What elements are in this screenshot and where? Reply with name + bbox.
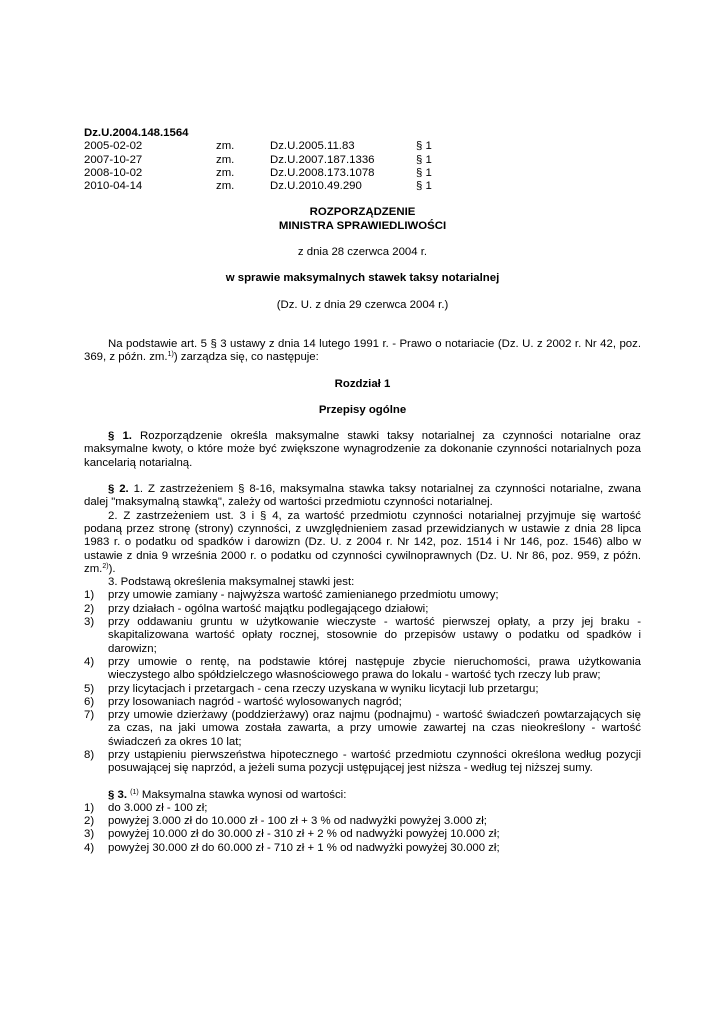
amendment-date: 2005-02-02 [84,140,143,153]
list-item [84,749,641,776]
amendment-paragraph: § 1 [416,180,432,193]
amendment-date: 2010-04-14 [84,180,143,193]
list-item-text: przy umowie dzierżawy (poddzierżawy) oraz najmu (podnajmu) - wartość świadczeń powtarzających się za czas, na jaki umowa została zawarta, a przy umowie zawartej na czas nieokreślony - wartość świadczeń za okres 10 lat; [108,709,641,748]
section-3-list [84,802,641,855]
list-item-text: przy ustąpieniu pierwszeństwa hipotecznego - wartość przedmiotu czynności określona według pozycji posuwającej się naprzód, a jeżeli suma pozycji ustępującej jest niższa - według tej niższej sumy. [108,748,641,775]
amendment-paragraph: § 1 [416,166,432,179]
preamble-text-end: ) zarządza się, co następuje: [173,351,319,364]
list-item [84,815,641,828]
journal-ref: Dz.U.2004.148.1564 [84,127,189,139]
list-item-number: 4) [84,655,95,668]
section-1-label: § 1. [108,430,132,443]
list-item-number: 2) [84,815,95,828]
amendment-date: 2007-10-27 [84,153,143,166]
section-2-par-2 [84,510,641,576]
document-subject: w sprawie maksymalnych stawek taksy notarialnej [225,272,500,285]
amendment-ref: Dz.U.2008.173.1078 [270,166,375,179]
amendment-type: zm. [216,153,235,166]
chapter-title: Przepisy ogólne [318,403,407,416]
list-item-number: 1) [84,589,95,602]
amendment-row [84,180,641,193]
list-item [84,603,641,616]
list-item-number: 1) [84,801,95,814]
amendment-date: 2008-10-02 [84,166,143,179]
list-item-text: przy licytacjach i przetargach - cena rzeczy uzyskana w wyniku licytacji lub przetargu; [108,682,539,695]
list-item [84,683,641,696]
list-item-text: powyżej 3.000 zł do 10.000 zł - 100 zł + 3 % od nadwyżki powyżej 3.000 zł; [108,815,487,828]
list-item [84,589,641,602]
amendment-row [84,140,641,153]
section-3-text: Maksymalna stawka wynosi od wartości: [138,788,347,801]
amendment-type: zm. [216,166,235,179]
list-item-number: 7) [84,709,95,722]
list-item [84,709,641,749]
section-2-list [84,589,641,775]
list-item-number: 4) [84,841,95,854]
journal-header [84,127,641,193]
section-3 [84,789,641,855]
title-line-2: MINISTRA SPRAWIEDLIWOŚCI [278,219,447,232]
chapter-number: Rozdział 1 [334,377,391,390]
section-2-par-1-text: 1. Z zastrzeżeniem § 8-16, maksymalna stawka taksy notarialnej za czynności notarialne, zwana dalej "maksymalną stawką", zależy od wartości przedmiotu czynności notarialnej. [84,483,641,509]
section-2-par-2-end: ). [108,562,116,575]
document-title [84,206,641,233]
list-item-text: przy działach - ogólna wartość majątku podlegającego działowi; [108,602,429,615]
list-item-text: przy umowie zamiany - najwyższa wartość zamienianego przedmiotu umowy; [108,589,499,602]
amendment-ref: Dz.U.2010.49.290 [270,180,362,193]
list-item [84,802,641,815]
footnote-marker: (1) [130,788,139,796]
list-item-number: 3) [84,616,95,629]
footnote-marker: 2) [102,562,109,570]
section-3-intro [84,789,641,802]
amendment-row [84,154,641,167]
footnote-marker: 1) [167,351,174,359]
list-item-text: przy umowie o rentę, na podstawie której następuje zbycie nieruchomości, prawa użytkowania wieczystego albo spółdzielczego własnościowego prawa do lokalu - wartość tych rzeczy lub praw; [108,655,641,682]
list-item-text: przy losowaniach nagród - wartość wylosowanych nagród; [108,695,402,708]
section-2-par-3: 3. Podstawą określenia maksymalnej stawki jest: [108,576,355,589]
amendment-ref: Dz.U.2007.187.1336 [270,153,375,166]
section-2 [84,483,641,776]
list-item-text: do 3.000 zł - 100 zł; [108,801,208,814]
list-item [84,696,641,709]
list-item-number: 3) [84,828,95,841]
issue-date: z dnia 28 czerwca 2004 r. [297,246,428,259]
list-item-number: 6) [84,695,95,708]
list-item-text: powyżej 10.000 zł do 30.000 zł - 310 zł + 2 % od nadwyżki powyżej 10.000 zł; [108,828,500,841]
amendment-paragraph: § 1 [416,140,432,153]
preamble-text: Na podstawie art. 5 § 3 ustawy z dnia 14 lutego 1991 r. - Prawo o notariacie (Dz. U. z 2002 r. Nr 42, poz. 369, z późn. zm. [84,337,641,364]
list-item-text: powyżej 30.000 zł do 60.000 zł - 710 zł + 1 % od nadwyżki powyżej 30.000 zł; [108,841,500,854]
section-3-label: § 3. [108,788,127,801]
list-item-text: przy oddawaniu gruntu w użytkowanie wieczyste - wartość pierwszej opłaty, a przy jej braku - skapitalizowana wartość opłaty rocznej, stosownie do przepisów ustawy o podatku od spadków i darowizn; [108,616,641,655]
section-1-text: Rozporządzenie określa maksymalne stawki taksy notarialnej za czynności notarialne oraz maksymalne kwoty, o które może być zwiększone wynagrodzenie za dokonanie czynności notarialnych poza kancelarią notarialną. [84,430,642,469]
preamble [84,338,641,365]
list-item [84,828,641,841]
list-item-number: 8) [84,748,95,761]
publication-ref: (Dz. U. z dnia 29 czerwca 2004 r.) [276,298,449,311]
section-1 [84,430,641,470]
section-2-par-2-text: 2. Z zastrzeżeniem ust. 3 i § 4, za wartość przedmiotu czynności notarialnej przyjmuje się wartość podaną przez stronę (strony) czynności, z uwzględnieniem zasad przewidzianych w ustawie z dnia 28 lipca 1983 r. o podatku od spadków i darowizn (Dz. U. z 2004 r. Nr 142, poz. 1514 i Nr 146, poz. 1546) albo w ustawie z dnia 9 września 2000 r. o podatku od czynności cywilnoprawnych (Dz. U. Nr 86, poz. 959, z późn. zm. [84,509,641,575]
list-item [84,842,641,855]
amendment-row [84,167,641,180]
amendments-table [84,140,641,193]
list-item [84,616,641,656]
title-line-1: ROZPORZĄDZENIE [309,206,416,219]
amendment-type: zm. [216,180,235,193]
list-item [84,656,641,683]
amendment-paragraph: § 1 [416,153,432,166]
list-item-number: 5) [84,682,95,695]
section-2-label: § 2. [108,483,129,496]
amendment-type: zm. [216,140,235,153]
amendment-ref: Dz.U.2005.11.83 [270,140,355,153]
list-item-number: 2) [84,602,95,615]
section-2-par-1 [84,483,641,510]
